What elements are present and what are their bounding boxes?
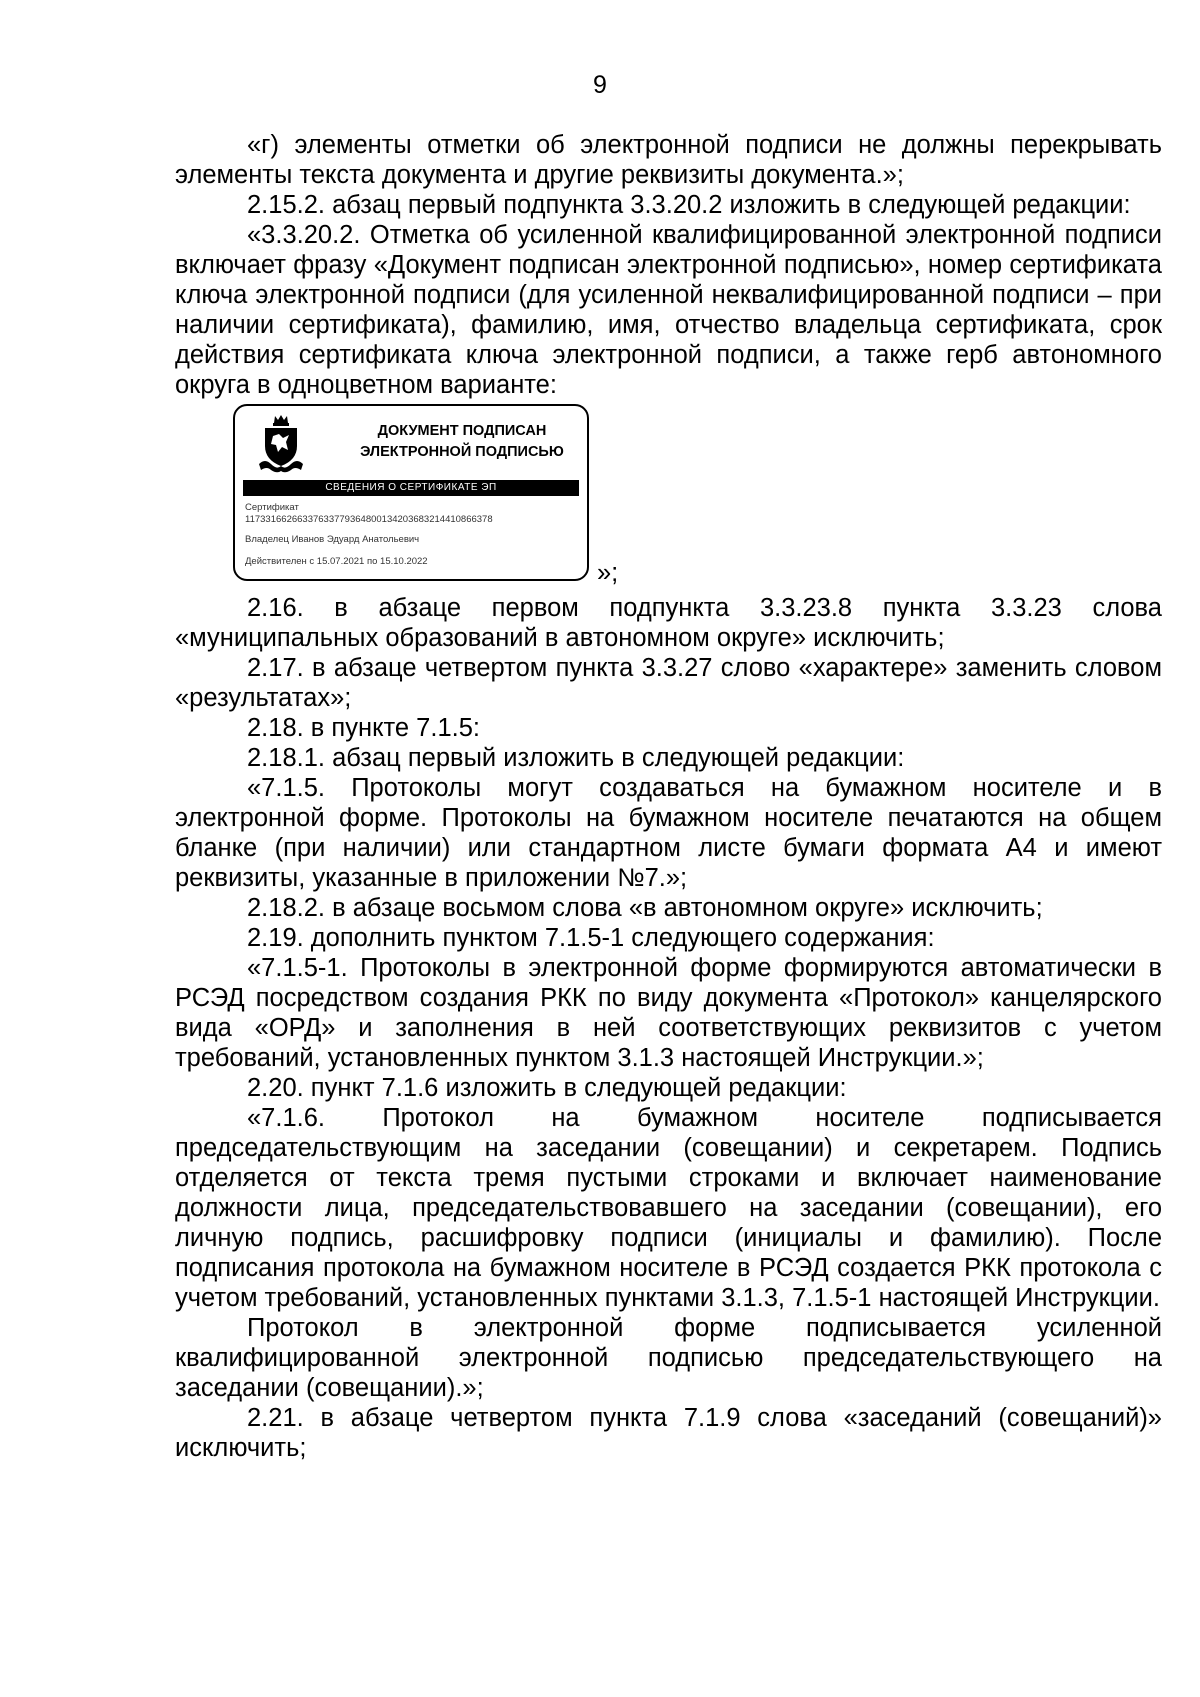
paragraph: 2.21. в абзаце четвертом пункта 7.1.9 слова «заседаний (совещаний)» исключить; (175, 1404, 1162, 1462)
stamp-title-line: ДОКУМЕНТ ПОДПИСАН (377, 423, 547, 439)
page-number: 9 (593, 71, 607, 99)
paragraph: 2.19. дополнить пунктом 7.1.5-1 следующего содержания: (247, 924, 935, 952)
paragraph: 2.20. пункт 7.1.6 изложить в следующей редакции: (247, 1074, 847, 1102)
paragraph: 2.17. в абзаце четвертом пункта 3.3.27 слово «характере» заменить словом «результатах»; (175, 654, 1162, 712)
stamp-closing-quote: »; (597, 559, 619, 587)
paragraph: 2.16. в абзаце первом подпункта 3.3.23.8 пункта 3.3.23 слова «муниципальных образований в автономном округе» исключить; (175, 594, 1162, 652)
certificate-number: 117331662663376337793648001342036832144108663​78 (245, 514, 493, 525)
stamp-title (347, 421, 577, 463)
coat-of-arms-icon (255, 414, 307, 474)
electronic-signature-stamp (233, 404, 589, 581)
stamp-title-line: ЭЛЕКТРОННОЙ ПОДПИСЬЮ (360, 444, 564, 460)
paragraph: 2.18.2. в абзаце восьмом слова «в автономном округе» исключить; (247, 894, 1043, 922)
paragraph: «7.1.6. Протокол на бумажном носителе подписывается председательствующим на заседании (совещании) и секретарем. Подпись отделяется от текста тремя пустыми строками и включает наименование должности лица, председательствовавшего на заседании (совещании), его личную подпись, расшифровку подписи (инициалы и фамилию). После подписания протокола на бумажном носителе в РСЭД создается РКК протокола с учетом требований, установленных пунктами 3.1.3, 7.1.5-1 настоящей Инструкции. (175, 1104, 1162, 1312)
paragraph: «7.1.5. Протоколы могут создаваться на бумажном носителе и в электронной форме. Протоколы на бумажном носителе печатаются на общем бланке (при наличии) или стандартном листе бумаги формата А4 и имеют реквизиты, указанные в приложении №7.»; (175, 774, 1162, 892)
paragraph: 2.18. в пункте 7.1.5: (247, 714, 480, 742)
certificate-info-band: СВЕДЕНИЯ О СЕРТИФИКАТЕ ЭП (243, 480, 579, 496)
paragraph: 2.18.1. абзац первый изложить в следующей редакции: (247, 744, 905, 772)
certificate-owner: Владелец Иванов Эдуард Анатольевич (245, 534, 420, 545)
certificate-validity: Действителен с 15.07.2021 по 15.10.2022 (245, 556, 428, 567)
paragraph: «г) элементы отметки об электронной подписи не должны перекрывать элементы текста документа и другие реквизиты документа.»; (175, 131, 1162, 189)
paragraph: «7.1.5-1. Протоколы в электронной форме формируются автоматически в РСЭД посредством создания РКК по виду документа «Протокол» канцелярского вида «ОРД» и заполнения в ней соответствующих реквизитов с учетом требований, установленных пунктом 3.1.3 настоящей Инструкции.»; (175, 954, 1162, 1072)
paragraph: 2.15.2. абзац первый подпункта 3.3.20.2 изложить в следующей редакции: (247, 191, 1131, 219)
signature-stamp-row (175, 400, 1162, 590)
paragraph: Протокол в электронной форме подписывается усиленной квалифицированной электронной подписью председательствующего на заседании (совещании).»; (175, 1314, 1162, 1402)
paragraph: «3.3.20.2. Отметка об усиленной квалифицированной электронной подписи включает фразу «Документ подписан электронной подписью», номер сертификата ключа электронной подписи (для усиленной неквалифицированной подписи – при наличии сертификата), фамилию, имя, отчество владельца сертификата, срок действия сертификата ключа электронной подписи, а также герб автономного округа в одноцветном варианте: (175, 221, 1162, 399)
document-body (175, 130, 1162, 1463)
certificate-label: Сертификат (245, 502, 299, 513)
